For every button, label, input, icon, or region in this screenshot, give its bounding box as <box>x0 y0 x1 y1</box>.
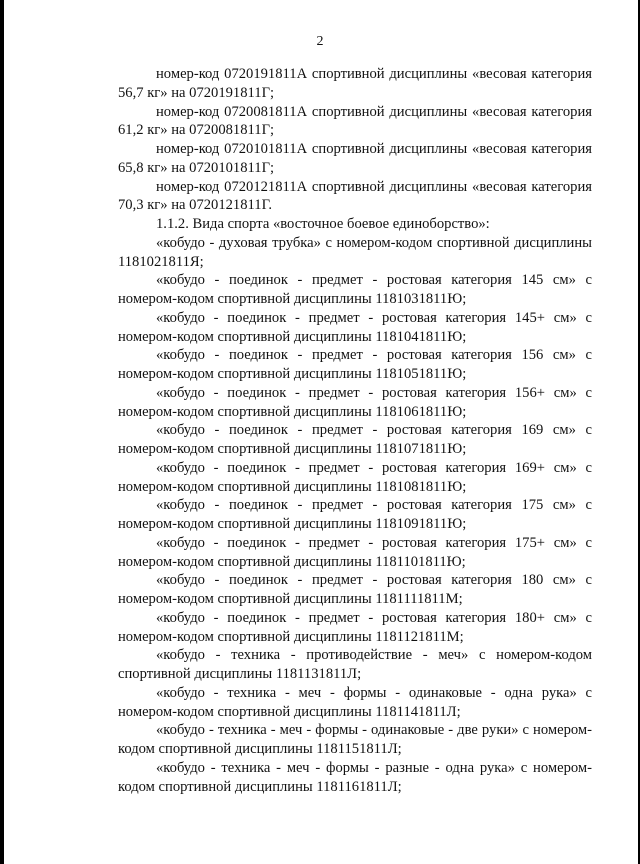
paragraph: «кобудо - поединок - предмет - ростовая категория 156 см» с номером-кодом спортивной дисциплины 1181051811Ю; <box>118 347 592 382</box>
paragraph: номер-код 0720101811А спортивной дисциплины «весовая категория 65,8 кг» на 0720101811Г; <box>118 141 592 176</box>
paragraph: «кобудо - поединок - предмет - ростовая категория 169 см» с номером-кодом спортивной дисциплины 1181071811Ю; <box>118 422 592 457</box>
document-body <box>118 65 592 796</box>
paragraph: «кобудо - поединок - предмет - ростовая категория 180+ см» с номером-кодом спортивной дисциплины 1181121811М; <box>118 609 592 645</box>
scan-border-left <box>0 0 4 864</box>
paragraph: «кобудо - духовая трубка» с номером-кодом спортивной дисциплины 1181021811Я; <box>118 234 592 270</box>
paragraph: «кобудо - поединок - предмет - ростовая категория 156+ см» с номером-кодом спортивной дисциплины 1181061811Ю; <box>118 384 592 420</box>
paragraph: «кобудо - поединок - предмет - ростовая категория 175 см» с номером-кодом спортивной дисциплины 1181091811Ю; <box>118 497 592 532</box>
paragraph: «кобудо - поединок - предмет - ростовая категория 169+ см» с номером-кодом спортивной дисциплины 1181081811Ю; <box>118 459 592 495</box>
paragraph: номер-код 0720191811А спортивной дисциплины «весовая категория 56,7 кг» на 0720191811Г; <box>118 66 592 101</box>
paragraph: «кобудо - поединок - предмет - ростовая категория 180 см» с номером-кодом спортивной дисциплины 1181111811М; <box>118 572 592 607</box>
page-number: 2 <box>316 34 324 49</box>
paragraph: номер-код 0720081811А спортивной дисциплины «весовая категория 61,2 кг» на 0720081811Г; <box>118 103 592 139</box>
paragraph: «кобудо - поединок - предмет - ростовая категория 145+ см» с номером-кодом спортивной дисциплины 1181041811Ю; <box>118 309 592 345</box>
paragraph: «кобудо - техника - меч - формы - одинаковые - одна рука» с номером-кодом спортивной дисциплины 1181141811Л; <box>118 684 592 720</box>
paragraph: «кобудо - поединок - предмет - ростовая категория 175+ см» с номером-кодом спортивной дисциплины 1181101811Ю; <box>118 534 592 570</box>
paragraph: «кобудо - техника - меч - формы - одинаковые - две руки» с номером-кодом спортивной дисциплины 1181151811Л; <box>118 722 592 757</box>
paragraph: номер-код 0720121811А спортивной дисциплины «весовая категория 70,3 кг» на 0720121811Г. <box>118 178 592 214</box>
paragraph: «кобудо - техника - меч - формы - разные - одна рука» с номером-кодом спортивной дисциплины 1181161811Л; <box>118 759 592 795</box>
paragraph: «кобудо - поединок - предмет - ростовая категория 145 см» с номером-кодом спортивной дисциплины 1181031811Ю; <box>118 272 592 307</box>
paragraph: «кобудо - техника - противодействие - меч» с номером-кодом спортивной дисциплины 1181131811Л; <box>118 647 592 682</box>
section-heading: 1.1.2. Вида спорта «восточное боевое единоборство»: <box>156 216 490 232</box>
